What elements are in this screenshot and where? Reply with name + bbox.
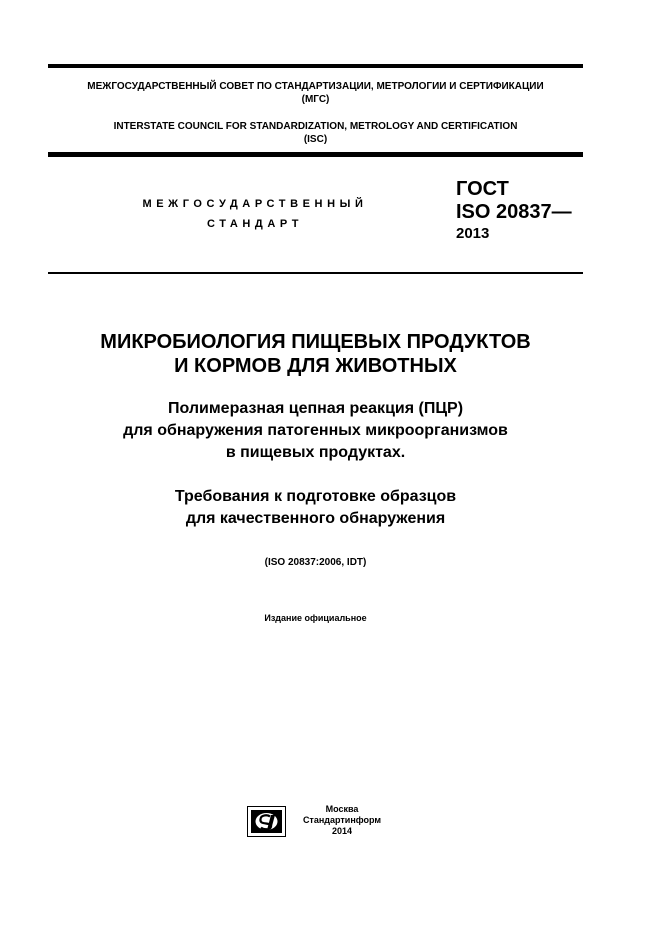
standard-type-line1: МЕЖГОСУДАРСТВЕННЫЙ: [142, 198, 368, 210]
document-title: [40, 330, 591, 378]
edition-label: Издание официальное: [264, 613, 367, 623]
council-name-ru: [48, 80, 583, 106]
council-abbr-ru: (МГС): [301, 94, 330, 105]
publisher-name: Стандартинформ: [302, 815, 382, 825]
document-title-line1: МИКРОБИОЛОГИЯ ПИЩЕВЫХ ПРОДУКТОВ: [100, 331, 531, 353]
subtitle-1-line3: в пищевых продуктах.: [225, 444, 406, 461]
standard-type-label: [120, 194, 390, 234]
top-rule: [48, 64, 583, 68]
designation-line2: ISO 20837—: [456, 201, 572, 223]
subtitle-2-line1: Требования к подготовке образцов: [174, 488, 457, 505]
designation-year: 2013: [456, 225, 490, 242]
publisher-year: 2014: [331, 826, 353, 836]
council-abbr-en: (ISC): [303, 134, 328, 145]
publisher-city: Москва: [325, 804, 359, 814]
standard-type-line2: СТАНДАРТ: [206, 218, 304, 230]
document-title-line2: И КОРМОВ ДЛЯ ЖИВОТНЫХ: [174, 355, 457, 377]
standartinform-logo-icon: [247, 806, 286, 837]
council-name-en: [48, 120, 583, 146]
header-rule: [48, 152, 583, 157]
designation-line1: ГОСТ: [456, 178, 509, 200]
subtitle-2-line2: для качественного обнаружения: [185, 510, 446, 527]
iso-reference: (ISO 20837:2006, IDT): [264, 557, 367, 568]
publisher-block: [290, 804, 394, 837]
document-subtitle-1: [40, 398, 591, 464]
subtitle-1-line2: для обнаружения патогенных микроорганизмов: [123, 422, 508, 439]
council-name-en-line1: INTERSTATE COUNCIL FOR STANDARDIZATION, METROLOGY AND CERTIFICATION: [113, 121, 518, 132]
subtitle-1-line1: Полимеразная цепная реакция (ПЦР): [167, 400, 464, 417]
document-subtitle-2: [40, 486, 591, 530]
council-name-ru-line1: МЕЖГОСУДАРСТВЕННЫЙ СОВЕТ ПО СТАНДАРТИЗАЦИИ, МЕТРОЛОГИИ И СЕРТИФИКАЦИИ: [87, 81, 544, 92]
title-rule: [48, 272, 583, 274]
standard-designation: [456, 178, 572, 244]
